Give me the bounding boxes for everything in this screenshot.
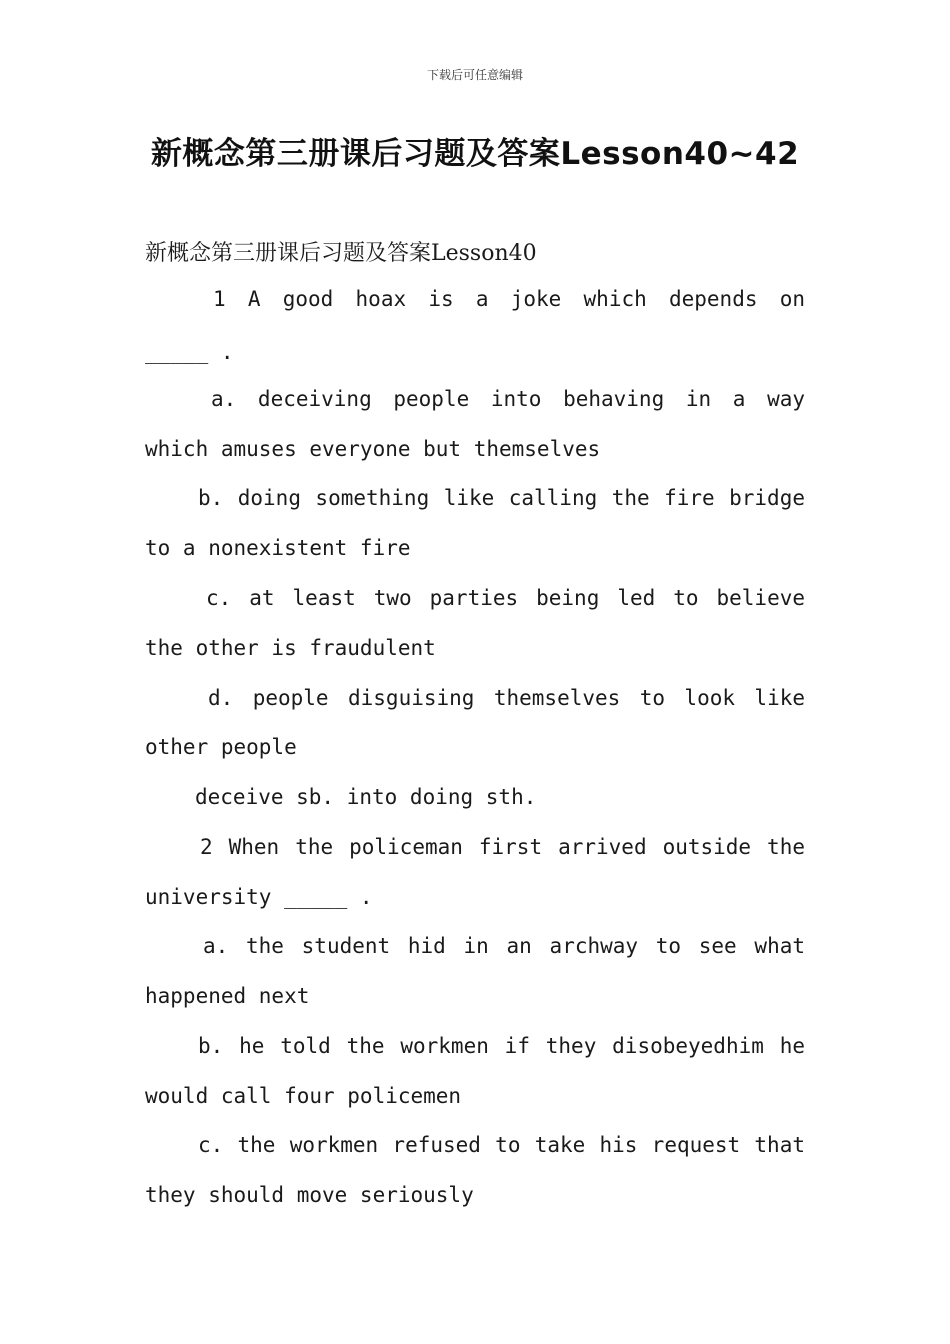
question-1-blank: _____ . — [145, 340, 234, 364]
question-1-option-a: a. deceiving people into behaving in a way — [211, 387, 805, 411]
question-1-option-c: c. at least two parties being led to believe — [206, 586, 805, 610]
question-1-option-d: d. people disguising themselves to look like — [208, 686, 805, 710]
question-2-blank: university _____ . — [145, 885, 373, 909]
vocabulary-note: deceive sb. into doing sth. — [195, 785, 537, 809]
page-header-note: 下载后可任意编辑 — [426, 68, 523, 82]
section-subtitle: 新概念第三册课后习题及答案Lesson40 — [145, 241, 537, 266]
question-1-option-d-cont: other people — [145, 735, 297, 759]
question-1-option-a-cont: which amuses everyone but themselves — [145, 437, 601, 461]
document-title: 新概念第三册课后习题及答案Lesson40~42 — [150, 136, 800, 172]
question-2-stem: 2 When the policeman first arrived outside the — [200, 835, 805, 859]
question-1-option-c-cont: the other is fraudulent — [145, 636, 436, 660]
question-2-option-b-cont: would call four policemen — [145, 1084, 462, 1108]
question-1-option-b: b. doing something like calling the fire bridge — [198, 486, 805, 510]
question-1-option-b-cont: to a nonexistent fire — [145, 536, 411, 560]
question-2-option-c: c. the workmen refused to take his request that — [198, 1133, 805, 1157]
question-2-option-c-cont: they should move seriously — [145, 1183, 474, 1207]
question-1-stem: 1 A good hoax is a joke which depends on — [213, 287, 805, 311]
question-2-option-a-cont: happened next — [145, 984, 310, 1008]
question-2-option-b: b. he told the workmen if they disobeyedhim he — [198, 1034, 805, 1058]
question-2-option-a: a. the student hid in an archway to see what — [203, 934, 805, 958]
